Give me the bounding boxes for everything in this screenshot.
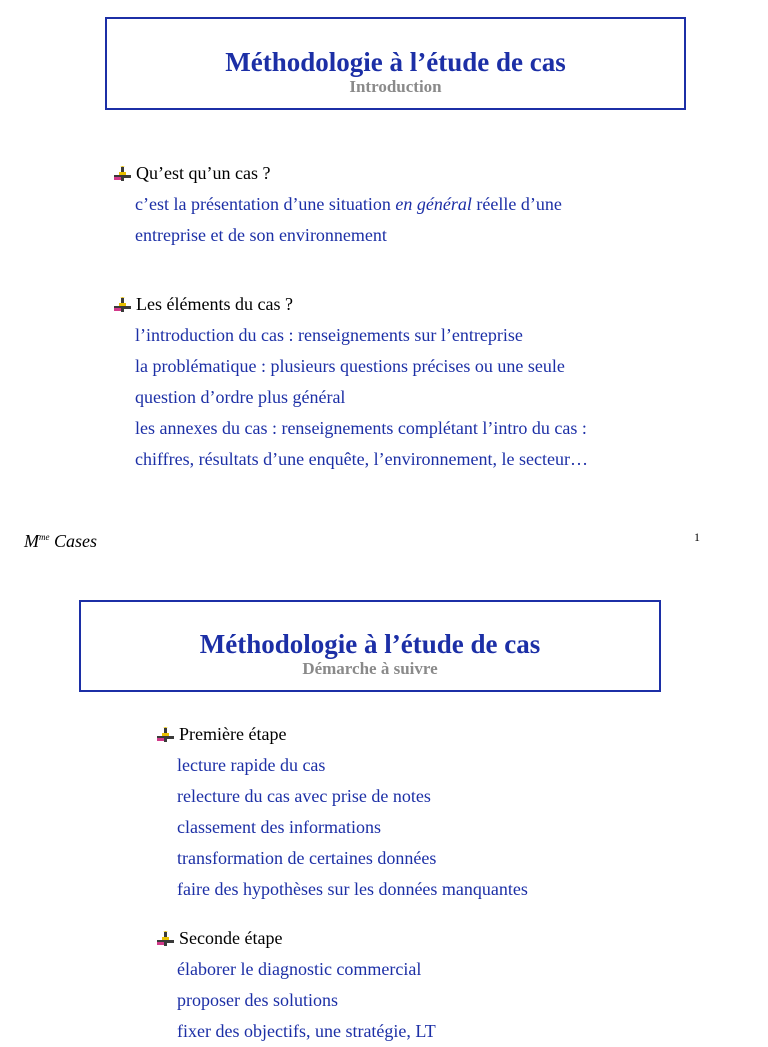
list-item: relecture du cas avec prise de notes bbox=[177, 786, 431, 806]
slide1-title-box bbox=[105, 17, 686, 110]
list-item: question d’ordre plus général bbox=[135, 387, 346, 407]
bullet-arrow-icon bbox=[157, 727, 175, 743]
list-item: classement des informations bbox=[177, 817, 381, 837]
bullet-arrow-icon bbox=[114, 166, 132, 182]
list-item: l’introduction du cas : renseignements sur l’entreprise bbox=[135, 325, 523, 345]
list-item: faire des hypothèses sur les données manquantes bbox=[177, 879, 528, 899]
slide2-bullet-1 bbox=[157, 719, 528, 905]
list-item: lecture rapide du cas bbox=[177, 755, 326, 775]
slide2-title-box bbox=[79, 600, 661, 692]
slide2-subtitle: Démarche à suivre bbox=[302, 659, 438, 678]
list-item: la problématique : plusieurs questions précises ou une seule bbox=[135, 356, 565, 376]
page-number: 1 bbox=[694, 530, 700, 544]
bullet-label: Les éléments du cas ? bbox=[136, 294, 293, 314]
bullet-arrow-icon bbox=[114, 297, 132, 313]
list-item: fixer des objectifs, une stratégie, LT bbox=[177, 1021, 436, 1041]
slide1-subtitle: Introduction bbox=[349, 77, 442, 96]
bullet-arrow-icon bbox=[157, 931, 175, 947]
list-item: élaborer le diagnostic commercial bbox=[177, 959, 422, 979]
slide2-title: Méthodologie à l’étude de cas bbox=[199, 629, 541, 659]
list-item: les annexes du cas : renseignements complétant l’intro du cas : bbox=[135, 418, 587, 438]
slide1-bullet-2 bbox=[114, 289, 588, 475]
list-item: c’est la présentation d’une situation en général réelle d’une bbox=[135, 194, 562, 214]
bullet-label: Seconde étape bbox=[179, 928, 283, 948]
list-item: transformation de certaines données bbox=[177, 848, 437, 868]
slide1-bullet-1 bbox=[114, 158, 562, 251]
list-item: proposer des solutions bbox=[177, 990, 338, 1010]
list-item: chiffres, résultats d’une enquête, l’environnement, le secteur… bbox=[135, 449, 588, 469]
list-item: entreprise et de son environnement bbox=[135, 225, 387, 245]
bullet-label: Première étape bbox=[179, 724, 287, 744]
bullet-label: Qu’est qu’un cas ? bbox=[136, 163, 271, 183]
slide2-bullet-2 bbox=[157, 923, 436, 1047]
footer-author: $M^{me}$ Cases bbox=[24, 531, 98, 551]
slide1-title: Méthodologie à l’étude de cas bbox=[225, 47, 566, 77]
